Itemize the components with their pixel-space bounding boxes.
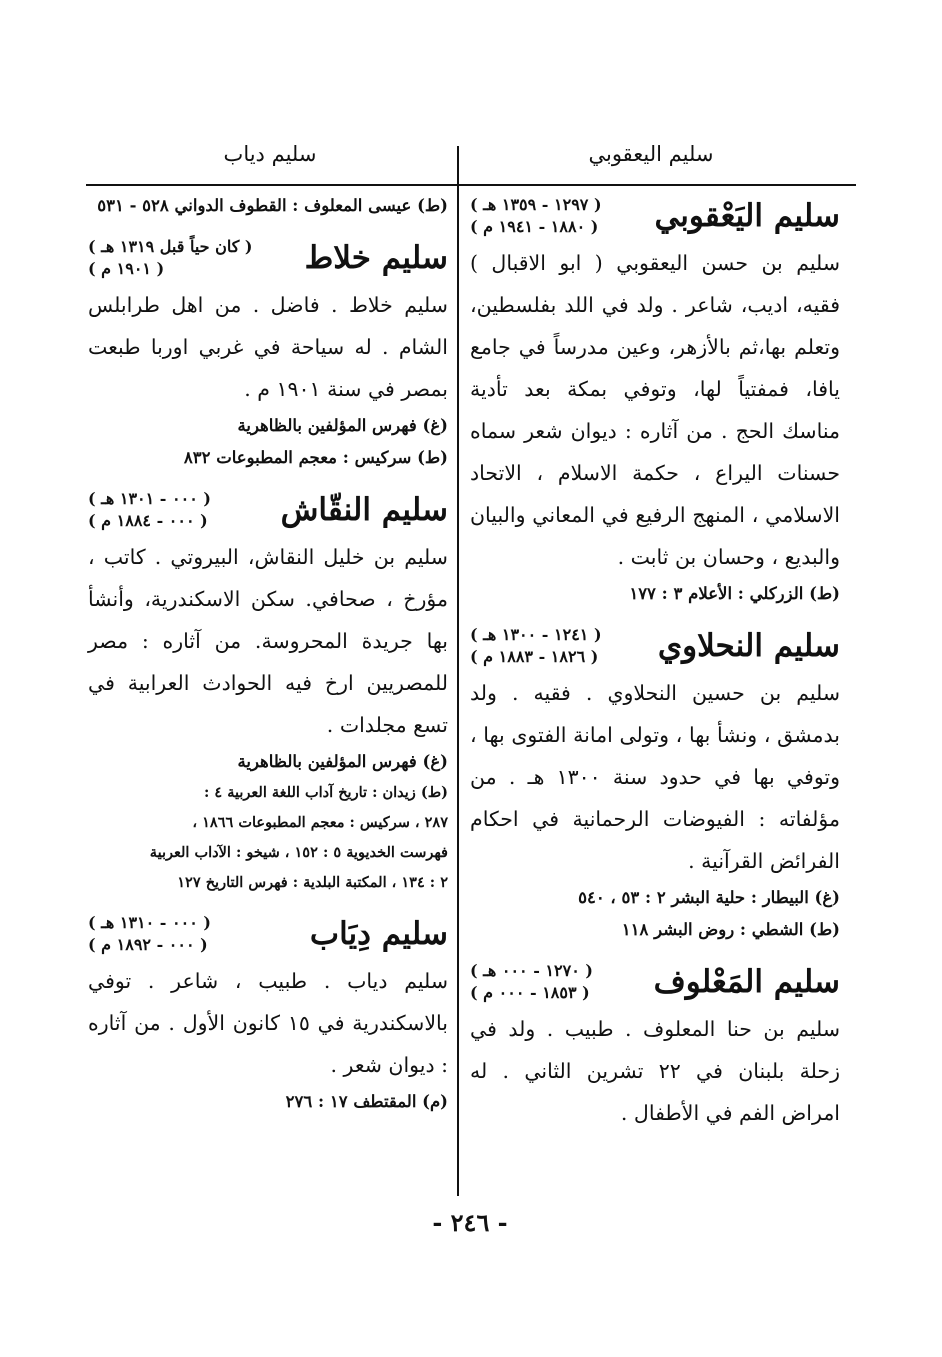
header-rule (86, 184, 856, 186)
entry-reference: (م) المقتطف ١٧ : ٢٧٦ (285, 1092, 448, 1111)
entry-dates (470, 624, 602, 668)
entry-reference: (ط) الزركلي : الأعلام ٣ : ١٧٧ (629, 584, 840, 603)
hijri-dates: ( ٠٠٠ - ١٣١٠ هـ ) (88, 913, 211, 932)
entry-heading (88, 912, 448, 956)
entry-reference: (غ) فهرس المؤلفين بالظاهرية (237, 416, 448, 435)
entry-name: سليم المَعْلوف (653, 964, 840, 1000)
page-number: - ٢٤٦ - (432, 1208, 508, 1237)
entry-reference: (ط) سركيس : معجم المطبوعات ٨٣٢ (183, 448, 448, 467)
entry-body: سليم خلاط . فاضل . من اهل طرابلس الشام . له سياحة في غربي اوربا طبعت بمصر في سنة ١٩٠١ م . (88, 293, 448, 401)
entry-heading (470, 194, 840, 238)
entry-naqqash (88, 488, 448, 898)
entry-nahlawi (470, 624, 840, 946)
entry-dates (470, 960, 593, 1004)
entry-heading (470, 960, 840, 1004)
hijri-dates: ( ٠٠٠ - ١٣٠١ هـ ) (88, 489, 211, 508)
entry-name: سليم خلاط (304, 240, 448, 276)
entry-dates (88, 236, 253, 280)
hijri-dates: ( كان حياً قبل ١٣١٩ هـ ) (88, 237, 253, 256)
entry-body: سليم بن خليل النقاش، البيروتي . كاتب ، مؤرخ ، صحافي. سكن الاسكندرية، وأنشأ بها جريدة المحروسة. من آثاره : مصر للمصريين ارخ فيه الحوادث العرابية في تسع مجلدات . (88, 545, 448, 737)
entry-dates (88, 488, 211, 532)
entry-reference: (ط) زيدان : تاريخ آداب اللغة العربية ٤ : (203, 784, 448, 801)
hijri-dates: ( ١٢٤١ - ١٣٠٠ هـ ) (470, 625, 602, 644)
entry-dates (470, 194, 602, 238)
entry-heading (88, 488, 448, 532)
right-column (470, 190, 840, 1148)
gregorian-dates: ( ١٨٥٣ - ٠٠٠ م ) (470, 983, 590, 1002)
continuation-references (88, 190, 448, 222)
entry-name: سليم اليَعْقوبي (654, 198, 840, 234)
entry-reference: ٢ : ١٣٤ ، المكتبة البلدية : فهرس التاريخ ١٢٧ (177, 874, 448, 891)
entry-reference: (ط) الشطي : روض البشر ١١٨ (621, 920, 840, 939)
entry-yaqubi (470, 194, 840, 610)
entry-reference: فهرست الخديوية ٥ : ١٥٢ ، شيخو : الآداب العربية (149, 844, 448, 861)
hijri-dates: ( ١٢٧٠ - ٠٠٠ هـ ) (470, 961, 593, 980)
entry-reference: (ط) عيسى المعلوف : القطوف الدواني ٥٢٨ - ٥٣١ (97, 196, 448, 215)
hijri-dates: ( ١٢٩٧ - ١٣٥٩ هـ ) (470, 195, 602, 214)
entry-body: سليم بن حسين النحلاوي . فقيه . ولد بدمشق ، ونشأ بها ، وتولى امانة الفتوى بها ، وتوفي بها في حدود سنة ١٣٠٠ هـ . من مؤلفاته : الفيوضات الرحمانية في احكام الفرائض القرآنية . (470, 681, 841, 873)
entry-dates (88, 912, 211, 956)
entry-heading (88, 236, 448, 280)
entry-name: سليم دِيَاب (309, 916, 448, 952)
entry-name: سليم النقّاش (280, 492, 448, 528)
gregorian-dates: ( ٠٠٠ - ١٨٩٢ م ) (88, 935, 208, 954)
entry-name: سليم النحلاوي (657, 628, 840, 664)
gregorian-dates: ( ١٩٠١ م ) (88, 259, 165, 278)
running-head-left: سليم دياب (223, 142, 317, 166)
entry-heading (470, 624, 840, 668)
entry-khallat (88, 236, 448, 474)
entry-diyab (88, 912, 448, 1118)
left-column (88, 190, 448, 1132)
gregorian-dates: ( ١٨٨٠ - ١٩٤١ م ) (470, 217, 599, 236)
entry-maalouf (470, 960, 840, 1134)
gregorian-dates: ( ١٨٢٦ - ١٨٨٣ م ) (470, 647, 599, 666)
entry-body: سليم بن حنا المعلوف . طبيب . ولد في زحلة بلبنان في ٢٢ تشرين الثاني . له امراض الفم في الأطفال . (470, 1017, 841, 1125)
entry-reference: ٢٨٧ ، سركيس : معجم المطبوعات ١٨٦٦ ، (192, 814, 448, 831)
entry-body: سليم دياب . طبيب ، شاعر . توفي بالاسكندرية في ١٥ كانون الأول . من آثاره : ديوان شعر . (88, 969, 448, 1077)
entry-reference: (غ) فهرس المؤلفين بالظاهرية (237, 752, 448, 771)
entry-reference: (غ) البيطار : حلية البشر ٢ : ٥٣ ، ٥٤٠ (578, 888, 840, 907)
entry-body: سليم بن حسن اليعقوبي ( ابو الاقبال ) فقيه، اديب، شاعر . ولد في اللد بفلسطين، وتعلم بها،ثم بالأزهر، وعين مدرساً في جامع يافا، فمفتياً لها، وتوفي بمكة بعد تأدية مناسك الحج . من آثاره : ديوان شعر سماه حسنات اليراع ، حكمة الاسلام ، الاتحاد الاسلامي ، المنهج الرفيع في المعاني والبيان والبديع ، وحسان بن ثابت . (470, 251, 840, 569)
column-divider (457, 146, 459, 1196)
running-head-right: سليم اليعقوبي (588, 142, 714, 166)
gregorian-dates: ( ٠٠٠ - ١٨٨٤ م ) (88, 511, 208, 530)
